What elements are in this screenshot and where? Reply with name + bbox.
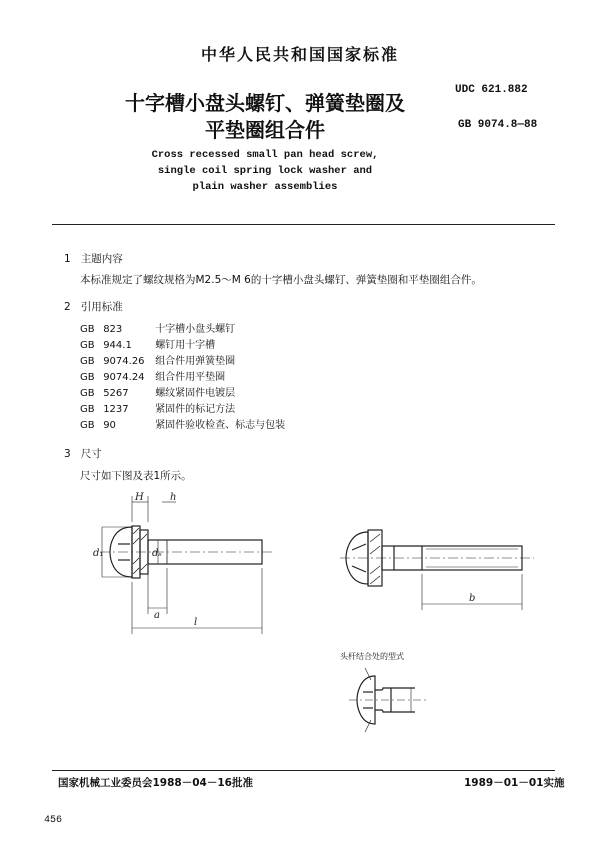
section-1-body: 本标准规定了螺纹规格为M2.5～M 6的十字槽小盘头螺钉、弹簧垫圈和平垫圈组合件。 <box>80 274 482 286</box>
section-1-title: 主题内容 <box>80 253 123 265</box>
gb-number: GB 9074.8—88 <box>458 119 538 131</box>
dim-label-b: b <box>469 593 476 604</box>
reference-item: GB 944.1 螺钉用十字槽 <box>80 340 216 351</box>
dim-label-h: h <box>170 492 177 503</box>
assembly-side-view-drawing <box>92 492 282 640</box>
reference-item: GB 9074.24 组合件用平垫圈 <box>80 372 226 383</box>
junction-detail-drawing <box>345 666 455 746</box>
dim-label-l: l <box>194 617 198 628</box>
assembly-thread-view-drawing <box>338 520 538 620</box>
reference-item: GB 5267 螺纹紧固件电镀层 <box>80 388 236 399</box>
hatch-line <box>133 528 139 534</box>
title-cn-line1: 十字槽小盘头螺钉、弹簧垫圈及 <box>125 91 405 115</box>
title-en-line1: Cross recessed small pan head screw, <box>151 149 379 161</box>
section-3-heading <box>64 446 102 461</box>
reference-item: GB 90 紧固件验收检查、标志与包装 <box>80 420 286 431</box>
reference-item: GB 823 十字槽小盘头螺钉 <box>80 324 236 335</box>
dim-label-H: H <box>135 492 144 503</box>
approval-date: 国家机械工业委员会1988－04－16批准 <box>58 777 253 789</box>
bottom-rule <box>52 770 555 771</box>
hatch-line <box>141 564 147 570</box>
section-1-heading <box>64 251 123 266</box>
title-en-line2: single coil spring lock washer and <box>157 165 373 177</box>
hatch-line <box>133 568 139 574</box>
reference-item: GB 1237 紧固件的标记方法 <box>80 404 236 415</box>
hatch-line <box>370 546 380 554</box>
recess-line <box>352 544 366 550</box>
detail-caption: 头杆结合处的型式 <box>340 652 404 661</box>
section-3-number: 3 <box>64 448 71 460</box>
hatch-line <box>370 576 380 584</box>
section-2-heading <box>64 299 123 314</box>
hatch-line <box>133 538 139 544</box>
title-en-line3: plain washer assemblies <box>192 181 338 193</box>
effective-date: 1989－01－01实施 <box>464 777 565 789</box>
dim-label-ds: dₛ <box>152 548 162 559</box>
section-3-body: 尺寸如下图及表1所示。 <box>80 470 192 482</box>
recess-line <box>352 566 366 572</box>
section-1-number: 1 <box>64 253 71 265</box>
top-rule <box>52 224 555 225</box>
title-cn-line2: 平垫圈组合件 <box>205 118 325 142</box>
section-2-number: 2 <box>64 301 71 313</box>
hatch-line <box>370 534 380 542</box>
reference-item: GB 9074.26 组合件用弹簧垫圈 <box>80 356 236 367</box>
standard-header: 中华人民共和国国家标准 <box>200 45 399 64</box>
hatch-line <box>141 534 147 540</box>
dim-label-a: a <box>154 610 160 621</box>
dim-label-d1: d₁ <box>93 548 104 559</box>
section-3-title: 尺寸 <box>80 448 102 460</box>
reference-list <box>80 320 285 432</box>
hatch-line <box>133 558 139 564</box>
hatch-line <box>370 566 380 574</box>
udc-code: UDC 621.882 <box>455 84 528 96</box>
page-number: 456 <box>44 815 63 826</box>
section-2-title: 引用标准 <box>80 301 123 313</box>
